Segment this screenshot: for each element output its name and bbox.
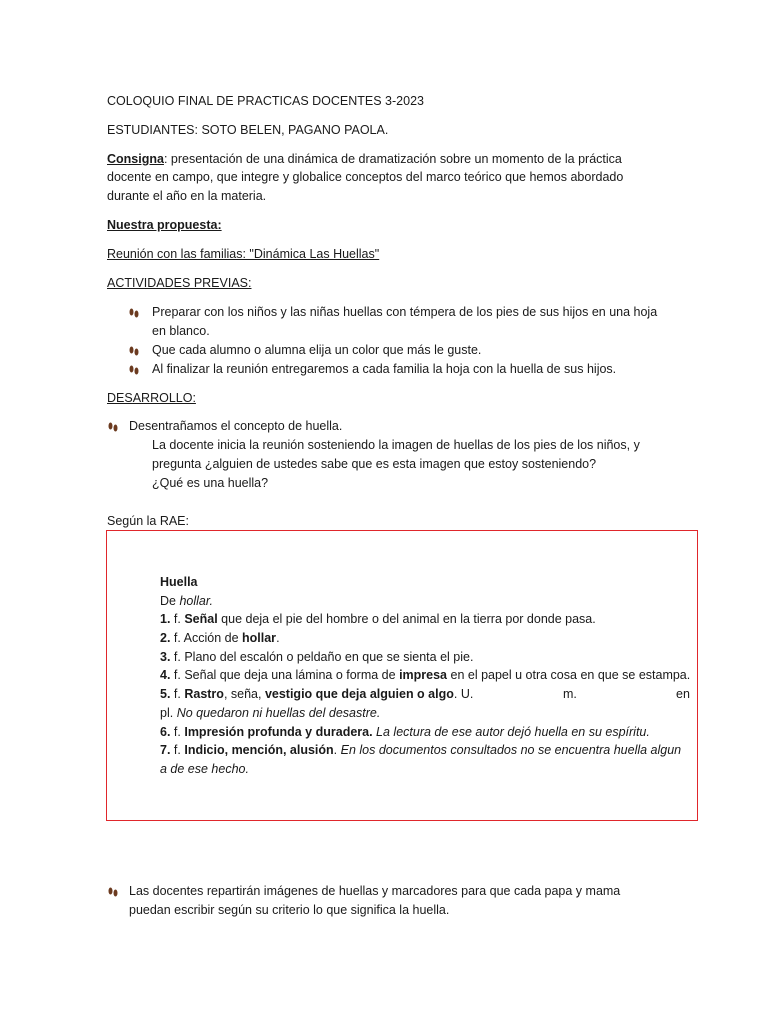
definition-2: 2. f. Acción de hollar. bbox=[160, 631, 280, 645]
definition-1: 1. f. Señal que deja el pie del hombre o del animal en la tierra por donde pasa. bbox=[160, 612, 596, 626]
consigna-label: Consigna bbox=[107, 152, 164, 166]
previas-item-1-line2: en blanco. bbox=[152, 324, 210, 338]
consigna-paragraph-line2: docente en campo, que integre y globalice conceptos del marco teórico que hemos abordado bbox=[107, 170, 624, 184]
footprints-icon bbox=[107, 421, 119, 433]
desarrollo-paragraph-line2: pregunta ¿alguien de ustedes sabe que es esta imagen que estoy sosteniendo? bbox=[152, 457, 597, 471]
desarrollo-heading: DESARROLLO: bbox=[107, 391, 196, 405]
definition-7: 7. f. Indicio, mención, alusión. En los documentos consultados no se encuentra huella algun bbox=[160, 743, 682, 757]
desarrollo-paragraph-line3: ¿Qué es una huella? bbox=[152, 476, 269, 490]
previas-item-2: Que cada alumno o alumna elija un color que más le guste. bbox=[152, 343, 482, 357]
rae-intro: Según la RAE: bbox=[107, 514, 189, 528]
desarrollo-item-1: Desentrañamos el concepto de huella. bbox=[129, 419, 343, 433]
definition-origin: De hollar. bbox=[160, 594, 214, 608]
final-paragraph-line2: puedan escribir según su criterio lo que significa la huella. bbox=[129, 903, 450, 917]
consigna-text-1: : presentación de una dinámica de dramatización sobre un momento de la práctica bbox=[163, 152, 622, 166]
final-paragraph-line1: Las docentes repartirán imágenes de huellas y marcadores para que cada papa y mama bbox=[129, 884, 621, 898]
definition-5-example: pl. No quedaron ni huellas del desastre. bbox=[160, 706, 381, 720]
meeting-title: Reunión con las familias: "Dinámica Las Huellas" bbox=[107, 247, 380, 261]
definition-5-en: en bbox=[676, 687, 690, 701]
document-title: COLOQUIO FINAL DE PRACTICAS DOCENTES 3-2023 bbox=[107, 94, 424, 108]
consigna-paragraph-line3: durante el año en la materia. bbox=[107, 189, 267, 203]
consigna-paragraph-line1 bbox=[107, 152, 660, 166]
footprints-icon bbox=[128, 345, 140, 357]
footprints-icon bbox=[107, 886, 119, 898]
students-line: ESTUDIANTES: SOTO BELEN, PAGANO PAOLA. bbox=[107, 123, 389, 137]
definition-headword: Huella bbox=[160, 575, 198, 589]
footprints-icon bbox=[128, 364, 140, 376]
footprints-icon bbox=[128, 307, 140, 319]
previas-item-1-line1: Preparar con los niños y las niñas huellas con témpera de los pies de sus hijos en una hoja bbox=[152, 305, 658, 319]
desarrollo-paragraph-line1: La docente inicia la reunión sosteniendo la imagen de huellas de los pies de los niños, y bbox=[152, 438, 640, 452]
previas-heading: ACTIVIDADES PREVIAS: bbox=[107, 276, 252, 290]
definition-3: 3. f. Plano del escalón o peldaño en que se sienta el pie. bbox=[160, 650, 474, 664]
definition-5: 5. f. Rastro, seña, vestigio que deja alguien o algo. U. bbox=[160, 687, 474, 701]
definition-6: 6. f. Impresión profunda y duradera. La lectura de ese autor dejó huella en su espíritu. bbox=[160, 725, 650, 739]
definition-7-example-cont: a de ese hecho. bbox=[160, 762, 249, 776]
propuesta-heading: Nuestra propuesta: bbox=[107, 218, 222, 232]
definition-4: 4. f. Señal que deja una lámina o forma de impresa en el papel u otra cosa en que se estampa. bbox=[160, 668, 691, 682]
definition-5-m: m. bbox=[563, 687, 577, 701]
previas-item-3: Al finalizar la reunión entregaremos a cada familia la hoja con la huella de sus hijos. bbox=[152, 362, 617, 376]
